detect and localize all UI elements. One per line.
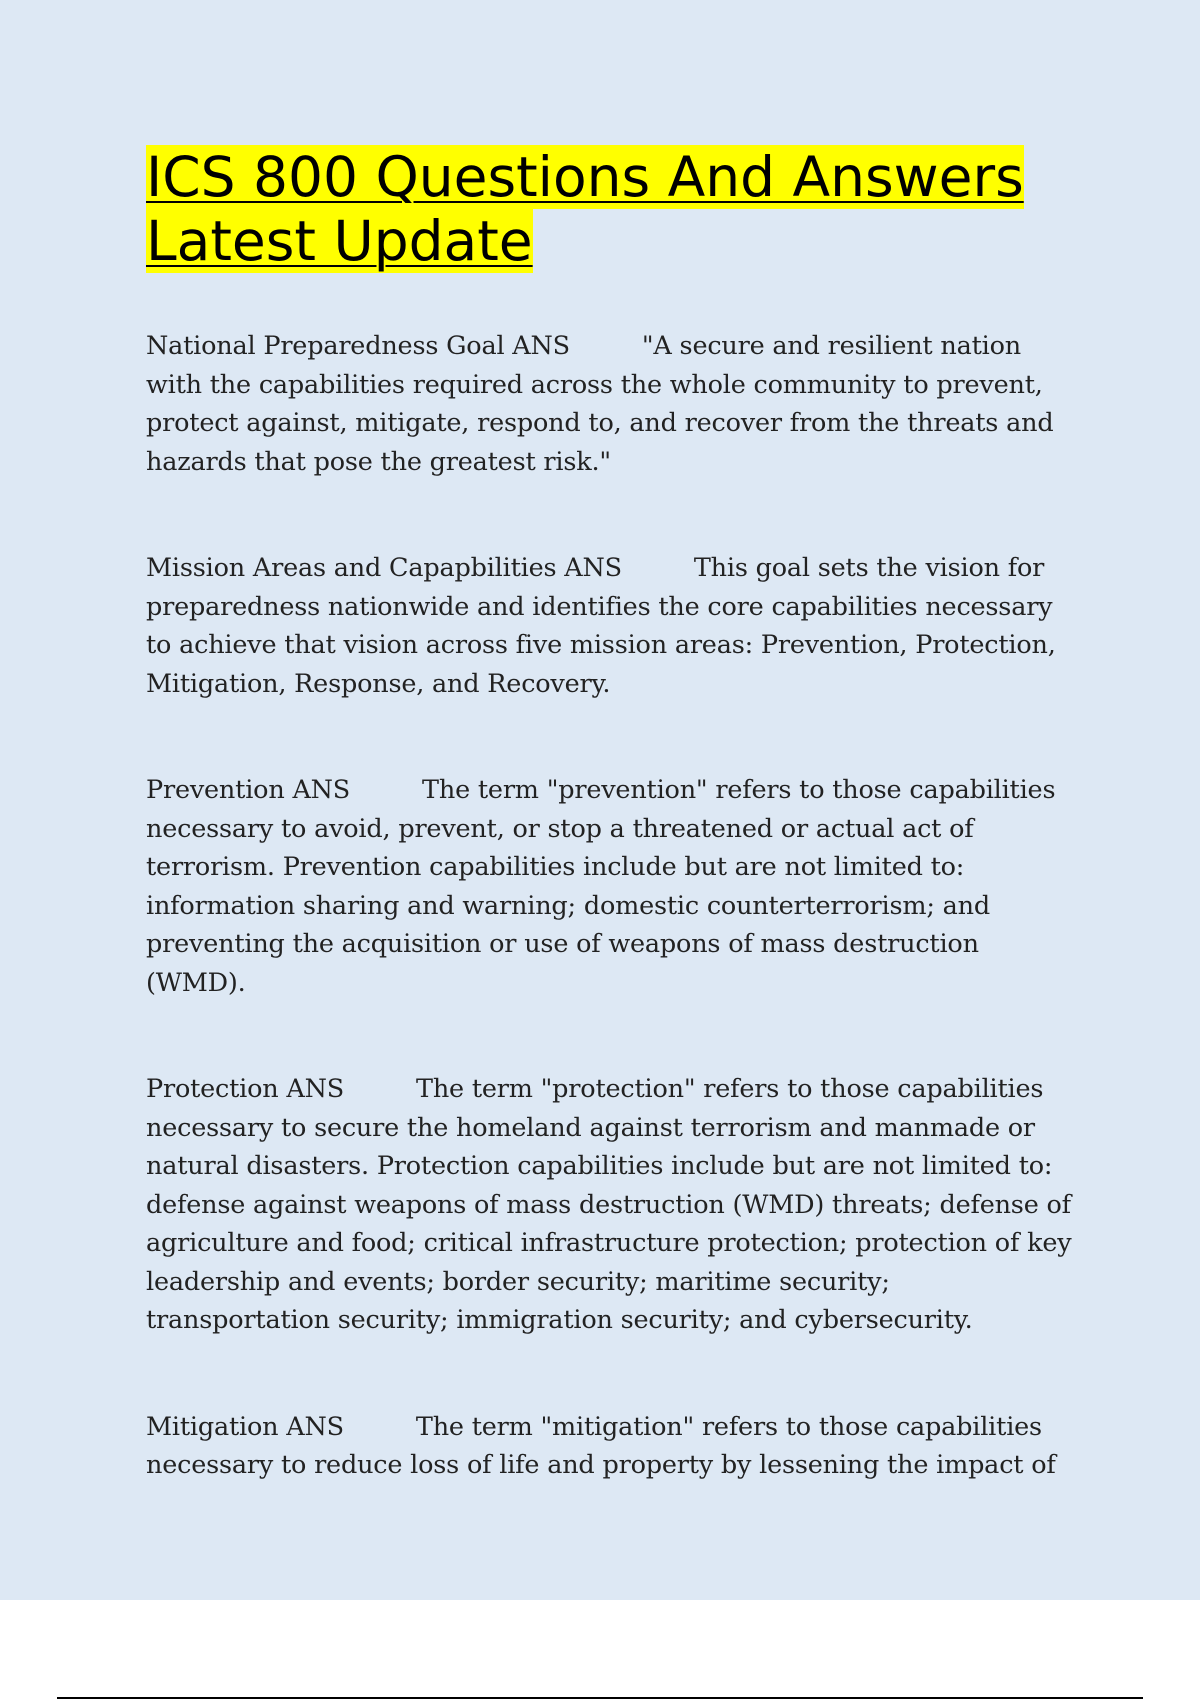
qa-definition: The term "prevention" refers to those capabilities necessary to avoid, prevent, or stop a threatened or actual act of terrorism. Prevention capabilities include but are not limited to: information sharing and warning; domestic counterterrorism; and preventing the acquisition or use of weapons of mass destruction (WMD). <box>146 775 1056 998</box>
qa-entry <box>146 1070 1081 1340</box>
footer-divider <box>57 1697 1143 1699</box>
qa-term: Protection ANS <box>146 1074 345 1104</box>
title-line-1: ICS 800 Questions And Answers <box>146 145 1024 209</box>
qa-term: Mission Areas and Capapbilities ANS <box>146 553 622 583</box>
qa-term: National Preparedness Goal ANS <box>146 331 570 361</box>
qa-entry <box>146 549 1081 703</box>
qa-term: Mitigation ANS <box>146 1411 344 1442</box>
qa-term: Prevention ANS <box>146 775 351 805</box>
qa-list <box>146 327 1081 1485</box>
qa-definition: The term "protection" refers to those capabilities necessary to secure the homeland against terrorism and manmade or natural disasters. Protection capabilities include but are not limited to: defense against weapons of mass destruction (WMD) threats; defense of agriculture and food; critical infrastructure protection; protection of key leadership and events; border security; maritime security; transportation security; immigration security; and cybersecurity. <box>146 1074 1072 1335</box>
qa-entry <box>146 327 1081 481</box>
qa-definition: The term "mitigation" refers to those capabilities necessary to reduce loss of life and property by lessening the impact of <box>146 1411 1056 1480</box>
qa-definition: "A secure and resilient nation with the capabilities required across the whole community to prevent, protect against, mitigate, respond to, and recover from the threats and hazards that pose the greatest risk." <box>146 331 1054 477</box>
document-title <box>146 145 1081 273</box>
qa-entry <box>146 1408 1081 1485</box>
qa-entry <box>146 771 1081 1002</box>
title-line-2: Latest Update <box>146 209 533 273</box>
qa-definition: This goal sets the vision for preparedness nationwide and identifies the core capabilities necessary to achieve that vision across five mission areas: Prevention, Protection, Mitigation, Response, and Recovery. <box>146 553 1056 699</box>
document-content <box>146 145 1081 1553</box>
